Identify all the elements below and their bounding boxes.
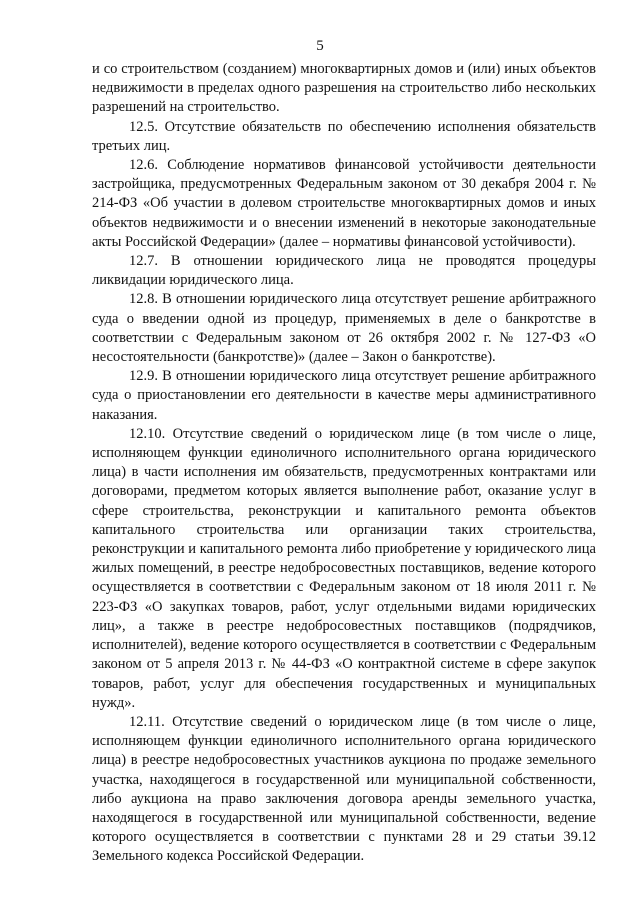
paragraph-12-8: 12.8. В отношении юридического лица отсутствует решение арбитражного суда о введении одной из процедур, применяемых в деле о банкротстве в соответствии с Федеральным законом от 26 октября 2002 г. № 127-ФЗ «О несостоятельности (банкротстве)» (далее – Закон о банкротстве). <box>92 291 596 366</box>
document-body <box>92 60 596 867</box>
paragraph-12-5: 12.5. Отсутствие обязательств по обеспечению исполнения обязательств третьих лиц. <box>92 118 596 154</box>
page-number: 5 <box>316 38 324 54</box>
paragraph-12-9: 12.9. В отношении юридического лица отсутствует решение арбитражного суда о приостановлении его деятельности в качестве меры административного наказания. <box>92 368 596 423</box>
paragraph-12-6: 12.6. Соблюдение нормативов финансовой устойчивости деятельности застройщика, предусмотренных Федеральным законом от 30 декабря 2004 г. № 214-ФЗ «Об участии в долевом строительстве многоквартирных домов и иных объектов недвижимости и о внесении изменений в некоторые законодательные акты Российской Федерации» (далее – нормативы финансовой устойчивости). <box>92 157 596 250</box>
paragraph-12-7: 12.7. В отношении юридического лица не проводятся процедуры ликвидации юридического лица. <box>92 253 596 289</box>
paragraph-12-11: 12.11. Отсутствие сведений о юридическом лице (в том числе о лице, исполняющем функции единоличного исполнительного органа юридического лица) в реестре недобросовестных участников аукциона по продаже земельного участка, находящегося в государственной или муниципальной собственности, либо аукциона на право заключения договора аренды земельного участка, находящегося в государственной или муниципальной собственности, ведение которого осуществляется в соответствии с пунктами 28 и 29 статьи 39.12 Земельного кодекса Российской Федерации. <box>92 713 596 865</box>
paragraph-12-10: 12.10. Отсутствие сведений о юридическом лице (в том числе о лице, исполняющем функции единоличного исполнительного органа юридического лица) в части исполнения им обязательств, предусмотренных контрактами или договорами, предметом которых является выполнение работ, оказание услуг в сфере строительства, реконструкции и капитального ремонта объектов капитального строительства или организации таких строительства, реконструкции и капитального ремонта либо приобретение у юридического лица жилых помещений, в реестре недобросовестных поставщиков, ведение которого осуществляется в соответствии с Федеральным законом от 18 июля 2011 г. № 223-ФЗ «О закупках товаров, работ, услуг отдельными видами юридических лиц», а также в реестре недобросовестных поставщиков (подрядчиков, исполнителей), ведение которого осуществляется в соответствии с Федеральным законом от 5 апреля 2013 г. № 44-ФЗ «О контрактной системе в сфере закупок товаров, работ, услуг для обеспечения государственных и муниципальных нужд». <box>92 425 596 711</box>
paragraph-continuation: и со строительством (созданием) многоквартирных домов и (или) иных объектов недвижимости в пределах одного разрешения на строительство либо нескольких разрешений на строительство. <box>92 61 596 116</box>
